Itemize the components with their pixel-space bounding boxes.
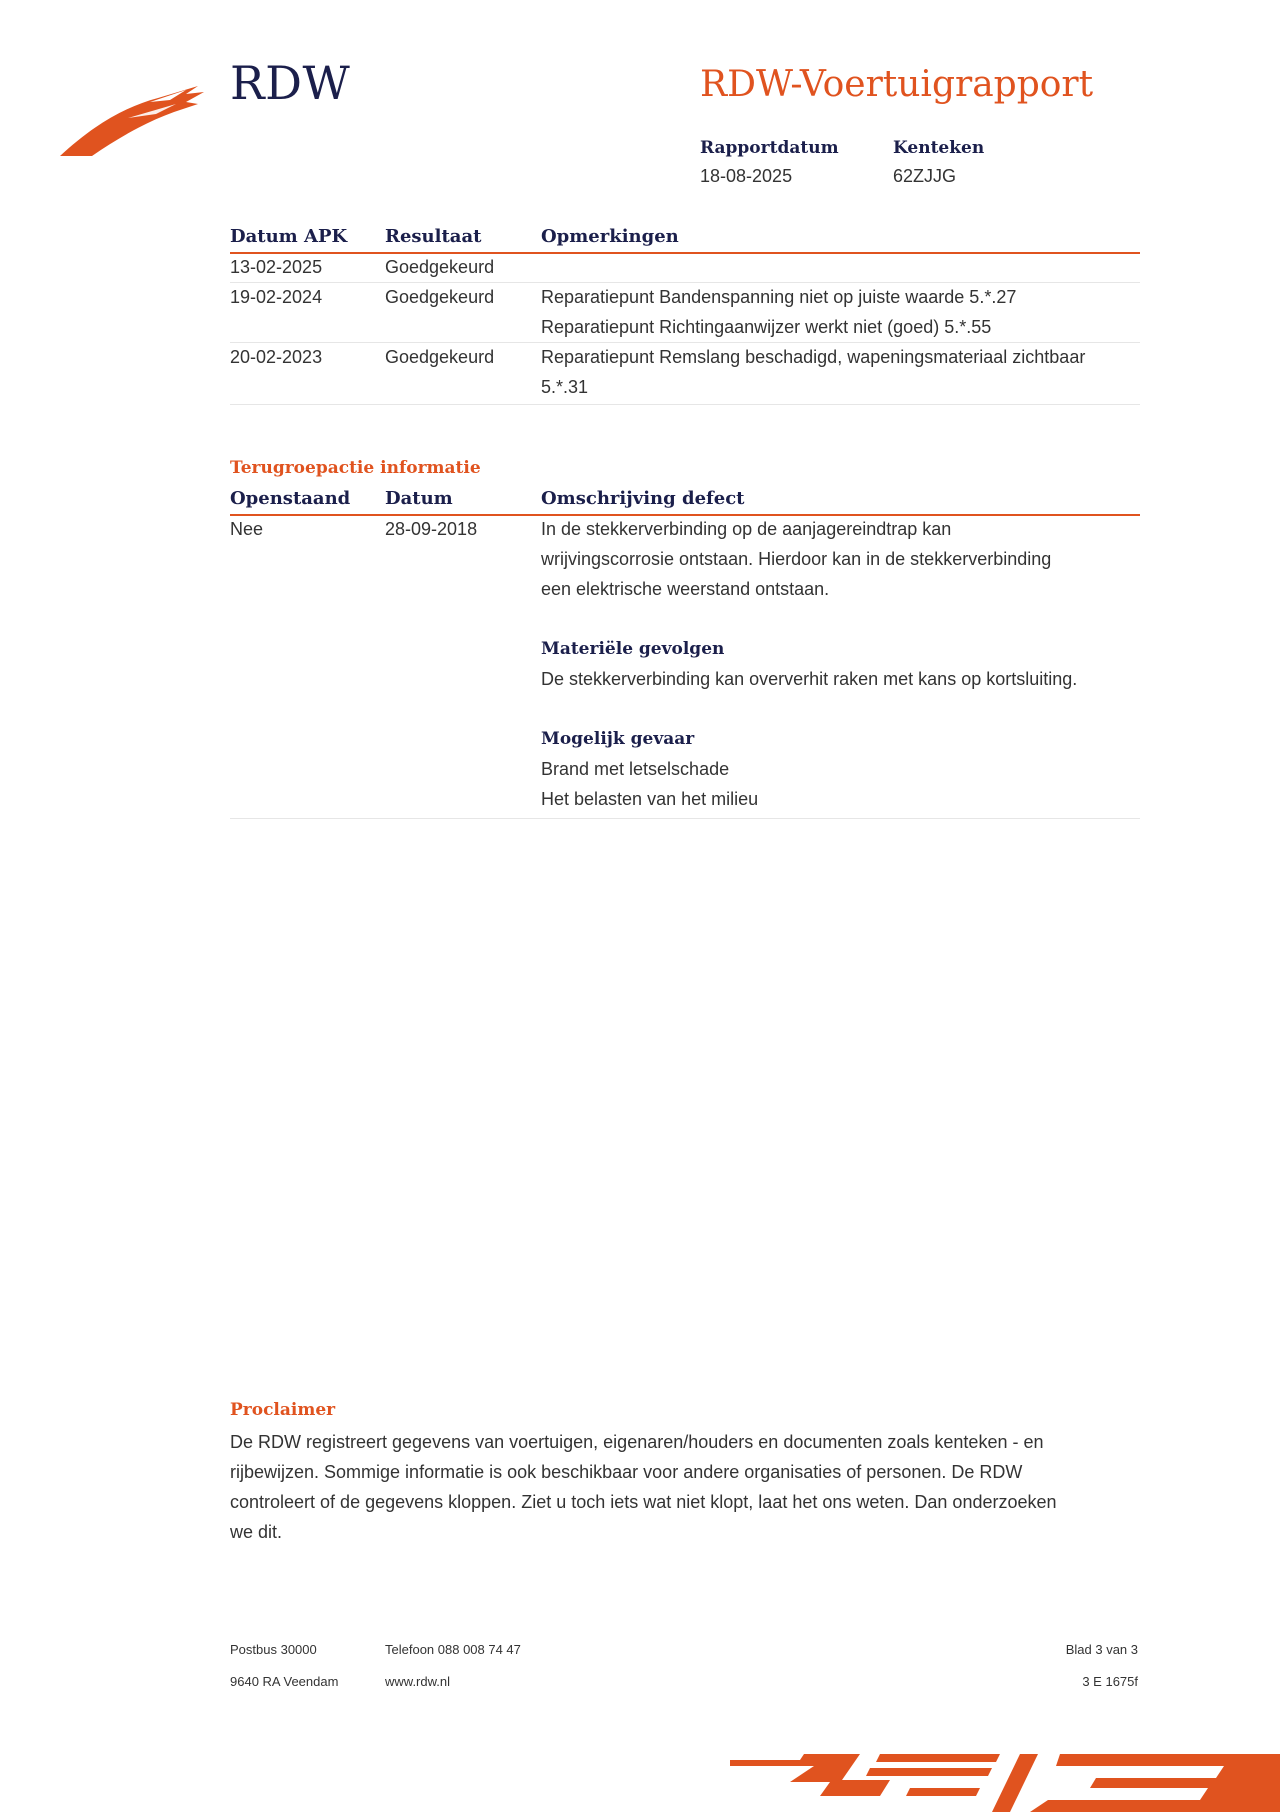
footer-page-number: Blad 3 van 3 [1065, 1642, 1138, 1657]
report-title: RDW-Voertuigrapport [700, 64, 1094, 105]
recall-description-line: In de stekkerverbinding op de aanjagereindtrap kan [541, 519, 952, 539]
recall-date-value: 28-09-2018 [385, 519, 478, 539]
proclaimer-text [230, 1427, 1130, 1547]
apk-row-date: 13-02-2025 [230, 257, 323, 277]
rdw-logo-icon [58, 78, 208, 162]
danger-line: Het belasten van het milieu [541, 789, 759, 809]
consequences-heading: Materiële gevolgen [541, 639, 725, 659]
recall-header-open: Openstaand [230, 488, 351, 509]
footer-postbus: Postbus 30000 [230, 1642, 317, 1657]
apk-row-remark: Reparatiepunt Remslang beschadigd, wapeningsmateriaal zichtbaar [541, 347, 1086, 367]
footer-document-code: 3 E 1675f [1082, 1674, 1138, 1689]
apk-header-result: Resultaat [385, 226, 482, 247]
danger-heading: Mogelijk gevaar [541, 729, 695, 749]
brand-name: RDW [230, 56, 351, 110]
report-date-label: Rapportdatum [700, 138, 839, 158]
recall-section-title: Terugroepactie informatie [230, 458, 481, 478]
apk-row-remark: Reparatiepunt Bandenspanning niet op juiste waarde 5.*.27 [541, 287, 1017, 307]
proclaimer-line: rijbewijzen. Sommige informatie is ook beschikbaar voor andere organisaties of personen. De RDW [230, 1462, 1023, 1482]
recall-open-value: Nee [230, 519, 264, 539]
plate-value: 62ZJJG [893, 166, 957, 186]
recall-header-description: Omschrijving defect [541, 488, 745, 509]
proclaimer-title: Proclaimer [230, 1400, 336, 1420]
footer-phone: Telefoon 088 008 74 47 [385, 1642, 521, 1657]
proclaimer-line: controleert of de gegevens kloppen. Ziet u toch iets wat niet klopt, laat het ons weten. Dan onderzoeken [230, 1492, 1057, 1512]
apk-row-date: 19-02-2024 [230, 287, 323, 307]
footer-city: 9640 RA Veendam [230, 1674, 339, 1689]
footer-website-link[interactable]: www.rdw.nl [385, 1674, 451, 1689]
apk-row-result: Goedgekeurd [385, 347, 495, 367]
row-divider [230, 818, 1140, 819]
recall-table [230, 488, 1140, 818]
apk-row-remark: Reparatiepunt Richtingaanwijzer werkt niet (goed) 5.*.55 [541, 317, 992, 337]
apk-header-date: Datum APK [230, 226, 348, 247]
consequences-text: De stekkerverbinding kan oververhit raken met kans op kortsluiting. [541, 669, 1078, 689]
apk-table [230, 226, 1140, 406]
report-date-value: 18-08-2025 [700, 166, 793, 186]
apk-header-remarks: Opmerkingen [541, 226, 679, 247]
recall-description-line: een elektrische weerstand ontstaan. [541, 579, 830, 599]
row-divider [230, 404, 1140, 405]
danger-line: Brand met letselschade [541, 759, 730, 779]
decorative-stripes-icon [730, 1740, 1280, 1812]
apk-header-rule [230, 252, 1140, 254]
recall-header-date: Datum [385, 488, 453, 509]
proclaimer-line: De RDW registreert gegevens van voertuigen, eigenaren/houders en documenten zoals kenteken - en [230, 1432, 1044, 1452]
recall-description-line: wrijvingscorrosie ontstaan. Hierdoor kan in de stekkerverbinding [541, 549, 1052, 569]
apk-row-result: Goedgekeurd [385, 257, 495, 277]
apk-row-date: 20-02-2023 [230, 347, 323, 367]
apk-row-result: Goedgekeurd [385, 287, 495, 307]
apk-row-remark: 5.*.31 [541, 377, 589, 397]
plate-label: Kenteken [893, 138, 985, 158]
proclaimer-line: we dit. [230, 1522, 283, 1542]
